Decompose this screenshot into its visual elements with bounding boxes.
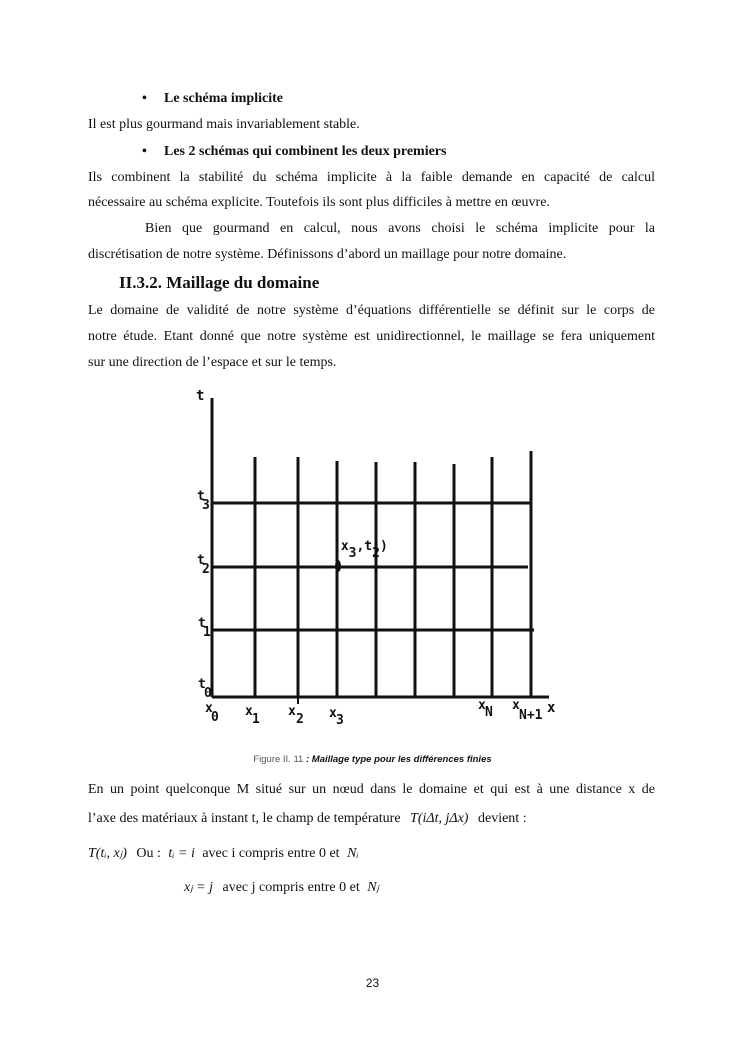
formula-Ni: Nᵢ	[347, 846, 359, 861]
x-label: x1	[245, 704, 260, 727]
paragraph-text: Ou :	[136, 846, 161, 861]
paragraph-line: sur une direction de l’espace et sur le temps.	[88, 355, 337, 370]
x-label: xN+1	[512, 698, 543, 723]
figure-caption	[0, 754, 745, 765]
paragraph-line	[88, 811, 655, 827]
formula-line	[184, 880, 634, 896]
paragraph-line: Ils combinent la stabilité du schéma implicite à la faible demande en capacité de calcul	[88, 170, 655, 185]
formula-xj: xⱼ = j	[184, 880, 213, 895]
caption-text: : Maillage type pour les différences finies	[305, 754, 492, 765]
x-label: xN	[478, 698, 493, 720]
paragraph-line: nécessaire au schéma explicite. Toutefois ils sont plus difficiles à mettre en œuvre.	[88, 195, 550, 210]
paragraph-line: En un point quelconque M situé sur un nœud dans le domaine et qui est à une distance x de	[88, 782, 655, 797]
section-heading: II.3.2. Maillage du domaine	[119, 273, 320, 292]
paragraph-line: Il est plus gourmand mais invariablement stable.	[88, 117, 360, 132]
mesh-figure	[0, 380, 745, 750]
t-label: t 2	[197, 553, 210, 577]
formula-Nj: Nⱼ	[367, 880, 380, 895]
formula-T-ti-xj: T(tᵢ, xⱼ)	[88, 846, 127, 861]
formula-T-field: T(iΔt, jΔx)	[410, 811, 469, 826]
bullet-dot: •	[142, 144, 147, 159]
bullet-dot: •	[142, 91, 147, 106]
formula-line	[88, 846, 655, 862]
x-label: x3	[329, 706, 344, 728]
bullet-label: Les 2 schémas qui combinent les deux premiers	[164, 144, 447, 159]
node-point	[335, 560, 341, 572]
caption-prefix: Figure II. 11	[253, 754, 304, 765]
paragraph-line: discrétisation de notre système. Définissons d’abord un maillage pour notre domaine.	[88, 247, 567, 262]
paragraph-line: notre étude. Etant donné que notre système est unidirectionnel, le maillage se fera uniquement	[88, 329, 655, 344]
t-axis-label: t	[196, 388, 205, 404]
page-number: 23	[365, 976, 380, 990]
t-label: t 3	[197, 489, 210, 513]
paragraph-text: l’axe des matériaux à instant t, le champ de température	[88, 811, 401, 826]
t-label: t 1	[198, 616, 211, 640]
formula-ti: tᵢ = i	[168, 846, 195, 861]
paragraph-text: avec j compris entre 0 et	[222, 880, 360, 895]
paragraph-line: Bien que gourmand en calcul, nous avons choisi le schéma implicite pour la	[145, 221, 655, 236]
bullet-label: Le schéma implicite	[164, 91, 283, 106]
node-label: (x3,t2)	[333, 539, 388, 561]
x-label: x 0	[205, 701, 219, 725]
x-label: x2	[288, 704, 304, 727]
bullet-item	[142, 144, 447, 160]
paragraph-line: Le domaine de validité de notre système d’équations différentielle se définit sur le corps de	[88, 303, 655, 318]
bullet-item	[142, 91, 283, 107]
paragraph-text: avec i compris entre 0 et	[202, 846, 340, 861]
x-axis-label: x	[547, 700, 556, 716]
t-label: t 0	[198, 677, 212, 701]
paragraph-text: devient :	[477, 811, 527, 826]
